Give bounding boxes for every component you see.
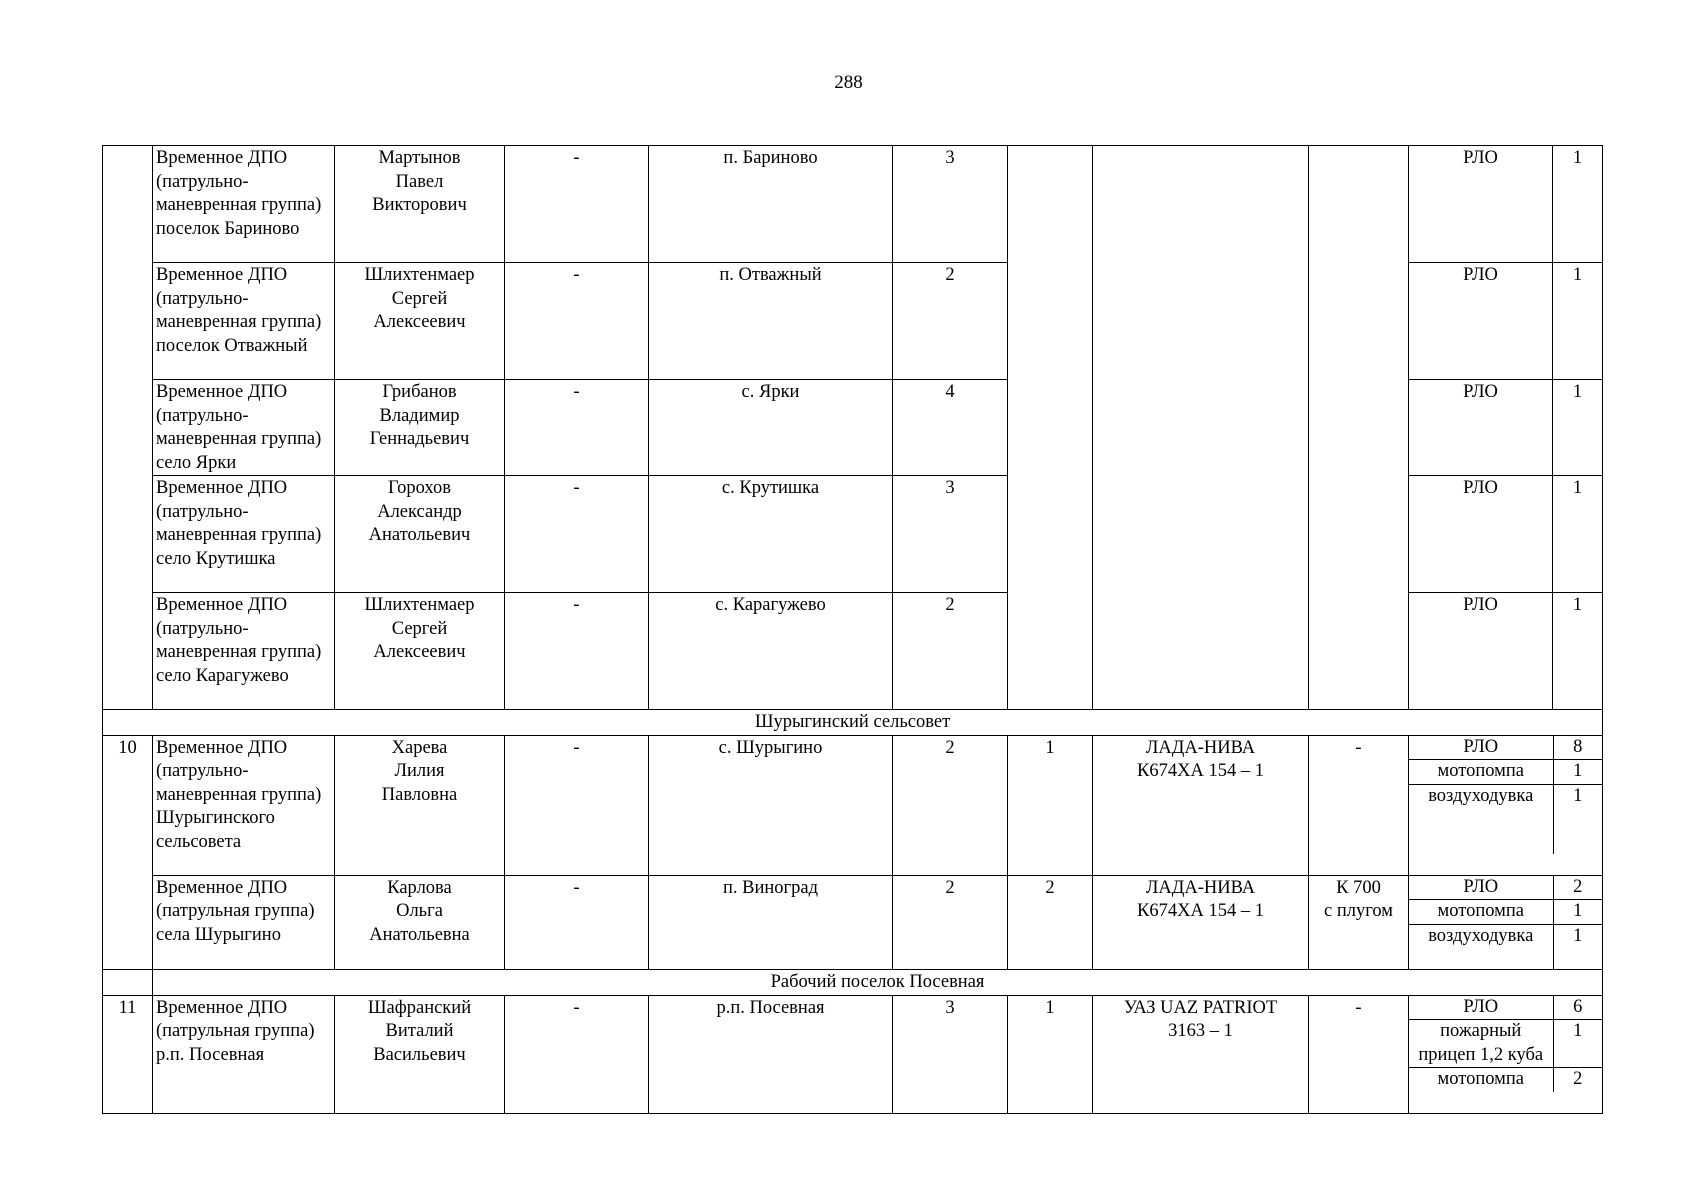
head-cell: Шлихтенмаер Сергей Алексеевич: [335, 263, 505, 380]
equipment-cell: [1409, 875, 1603, 970]
people-cell: 2: [893, 735, 1008, 875]
people-cell: 3: [893, 146, 1008, 263]
people-cell: 3: [893, 476, 1008, 593]
special-cell: К 700 с плугом: [1309, 875, 1409, 970]
place-cell: п. Отважный: [649, 263, 893, 380]
table-row: [103, 995, 1603, 1113]
equipment-name: мотопомпа: [1409, 900, 1553, 925]
equipment-qty: 1: [1553, 476, 1603, 593]
org-cell: Временное ДПО (патрульно-маневренная группа) Шурыгинского сельсовета: [153, 735, 335, 875]
equipment-cell: [1409, 735, 1603, 875]
vehicle-cell: [1093, 146, 1309, 710]
dash-cell: -: [505, 380, 649, 476]
equipment-qty: 1: [1573, 925, 1583, 946]
org-cell: Временное ДПО (патрульно-маневренная группа) село Карагужево: [153, 593, 335, 710]
head-cell: Грибанов Владимир Геннадьевич: [335, 380, 505, 476]
dash-cell: -: [505, 476, 649, 593]
vehicle-cell: ЛАДА-НИВА К674ХА 154 – 1: [1093, 735, 1309, 875]
table-row: [103, 735, 1603, 875]
number-cell: [103, 146, 153, 710]
equipment-name: РЛО: [1409, 146, 1553, 263]
org-cell: Временное ДПО (патрульно-маневренная группа) поселок Отважный: [153, 263, 335, 380]
row-number: 10: [103, 735, 153, 970]
special-cell: -: [1309, 995, 1409, 1113]
head-cell: Шлихтенмаер Сергей Алексеевич: [335, 593, 505, 710]
table-row: [103, 146, 1603, 263]
org-cell: Временное ДПО (патрульно-маневренная группа) село Крутишка: [153, 476, 335, 593]
equipment-name: РЛО: [1409, 996, 1553, 1020]
section-number-cell: [103, 970, 153, 996]
equipment-name: мотопомпа: [1409, 760, 1553, 785]
section-title: Шурыгинский сельсовет: [103, 710, 1603, 736]
equipment-qty: 1: [1553, 380, 1603, 476]
section-title: Рабочий поселок Посевная: [153, 970, 1603, 996]
equipment-name: РЛО: [1409, 736, 1553, 760]
equipment-name: пожарный прицеп 1,2 куба: [1409, 1020, 1553, 1068]
head-cell: Мартынов Павел Викторович: [335, 146, 505, 263]
equipment-name: РЛО: [1409, 263, 1553, 380]
equipment-name: воздуходувка: [1409, 784, 1553, 854]
vehicle-cell: УАЗ UAZ PATRIOT 3163 – 1: [1093, 995, 1309, 1113]
equipment-qty: 8: [1553, 736, 1602, 760]
head-cell: Карлова Ольга Анатольевна: [335, 875, 505, 970]
dash-cell: -: [505, 263, 649, 380]
place-cell: с. Карагужево: [649, 593, 893, 710]
equipment-qty: 1: [1553, 593, 1603, 710]
equipment-qty: 1: [1553, 760, 1602, 785]
equipment-qty: 2: [1573, 1069, 1583, 1089]
table-row: [103, 875, 1603, 970]
place-cell: с. Ярки: [649, 380, 893, 476]
equipment-name: РЛО: [1409, 380, 1553, 476]
units-cell: 2: [1008, 875, 1093, 970]
people-cell: 2: [893, 875, 1008, 970]
equipment-name: РЛО: [1409, 476, 1553, 593]
place-cell: п. Виноград: [649, 875, 893, 970]
equipment-qty: 1: [1553, 263, 1603, 380]
equipment-qty: 1: [1553, 900, 1602, 925]
org-cell: Временное ДПО (патрульная группа) села Шурыгино: [153, 875, 335, 970]
dash-cell: -: [505, 995, 649, 1113]
place-cell: с. Крутишка: [649, 476, 893, 593]
org-cell: Временное ДПО (патрульно-маневренная группа) поселок Бариново: [153, 146, 335, 263]
equipment-name: РЛО: [1409, 876, 1553, 900]
place-cell: п. Бариново: [649, 146, 893, 263]
equipment-qty: 1: [1553, 146, 1603, 263]
people-cell: 3: [893, 995, 1008, 1113]
equipment-name: РЛО: [1409, 593, 1553, 710]
units-cell: 1: [1008, 995, 1093, 1113]
head-cell: Харева Лилия Павловна: [335, 735, 505, 875]
org-cell: Временное ДПО (патрульно-маневренная группа) село Ярки: [153, 380, 335, 476]
vehicle-cell: ЛАДА-НИВА К674ХА 154 – 1: [1093, 875, 1309, 970]
place-cell: с. Шурыгино: [649, 735, 893, 875]
units-cell: 1: [1008, 735, 1093, 875]
row-number: 11: [103, 995, 153, 1113]
head-cell: Горохов Александр Анатольевич: [335, 476, 505, 593]
section-row: [103, 710, 1603, 736]
special-cell: -: [1309, 735, 1409, 875]
equipment-qty: 6: [1553, 996, 1602, 1020]
page-number: 288: [834, 72, 863, 93]
special-cell: [1309, 146, 1409, 710]
dash-cell: -: [505, 593, 649, 710]
section-row: [103, 970, 1603, 996]
equipment-name: воздуходувка: [1409, 924, 1553, 969]
dash-cell: -: [505, 875, 649, 970]
equipment-qty: 1: [1573, 785, 1583, 806]
place-cell: р.п. Посевная: [649, 995, 893, 1113]
equipment-cell: [1409, 995, 1603, 1113]
equipment-qty: 2: [1553, 876, 1602, 900]
dash-cell: -: [505, 146, 649, 263]
people-cell: 2: [893, 263, 1008, 380]
equipment-name: мотопомпа: [1409, 1068, 1553, 1092]
people-cell: 4: [893, 380, 1008, 476]
people-cell: 2: [893, 593, 1008, 710]
equipment-qty: 1: [1553, 1020, 1602, 1068]
head-cell: Шафранский Виталий Васильевич: [335, 995, 505, 1113]
units-cell: [1008, 146, 1093, 710]
dash-cell: -: [505, 735, 649, 875]
org-cell: Временное ДПО (патрульная группа) р.п. Посевная: [153, 995, 335, 1113]
fire-brigade-table: [102, 145, 1603, 1114]
